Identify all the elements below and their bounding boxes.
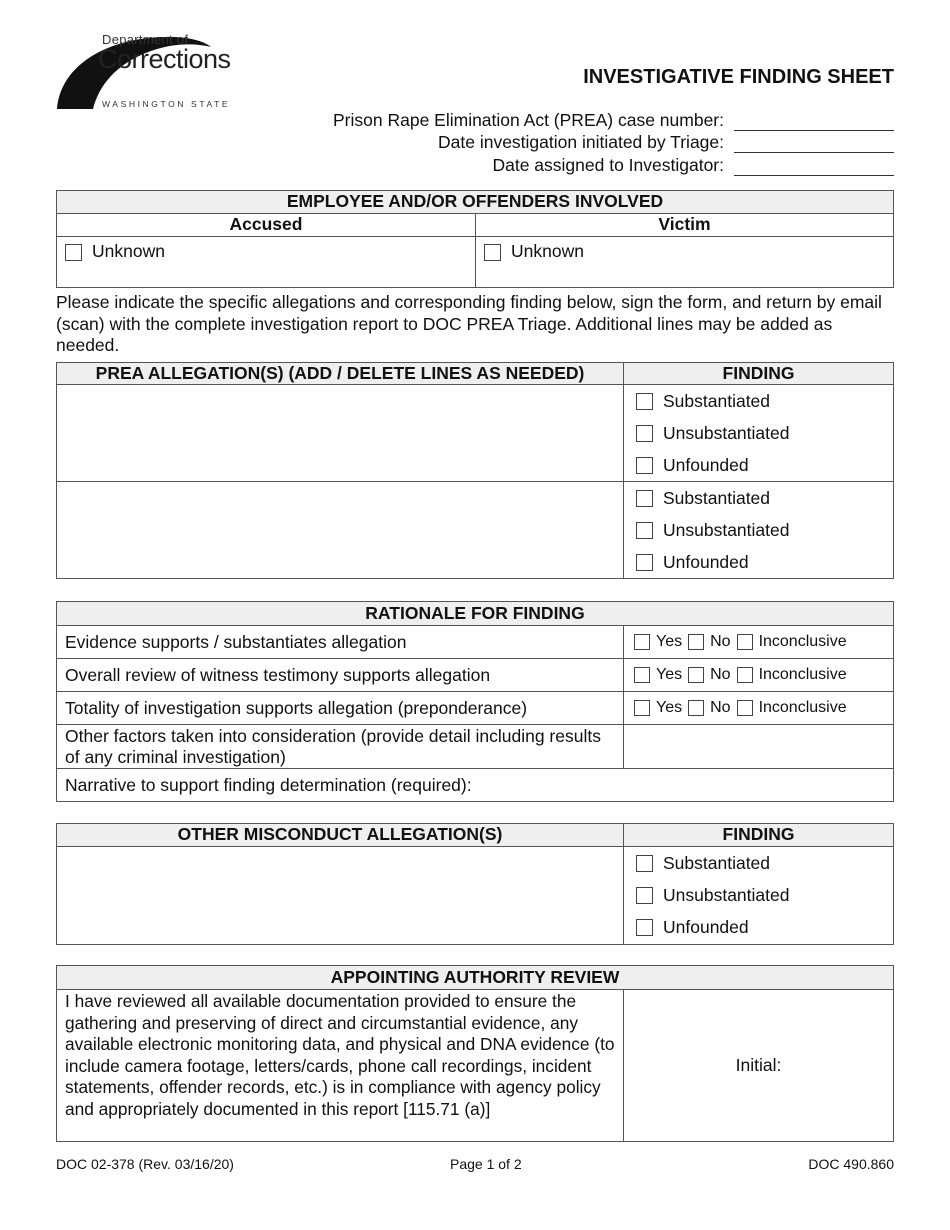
prea-finding-heading: FINDING (623, 363, 893, 384)
rationale-answer (623, 659, 893, 691)
inconclusive-checkbox[interactable] (737, 634, 753, 650)
no-label: No (710, 666, 731, 683)
finding-option[interactable] (634, 385, 885, 417)
accused-label: Accused (229, 214, 303, 234)
option-label: Substantiated (663, 390, 771, 411)
rationale-table (56, 601, 894, 802)
unfounded-checkbox[interactable] (636, 554, 653, 571)
inconclusive-checkbox[interactable] (737, 667, 753, 683)
logo-line-3: WASHINGTON STATE (102, 99, 231, 109)
header-field-row (274, 108, 894, 131)
other-factors-field[interactable] (623, 725, 893, 768)
no-checkbox[interactable] (688, 667, 704, 683)
rationale-criterion: Overall review of witness testimony supports allegation (65, 664, 491, 685)
prea-allegation-heading: PREA ALLEGATION(S) (ADD / DELETE LINES AS NEEDED) (57, 363, 623, 384)
finding-option[interactable] (634, 514, 885, 546)
other-misconduct-table (56, 823, 894, 945)
accused-unknown-checkbox[interactable] (65, 244, 82, 261)
other-misconduct-finding-heading: FINDING (623, 824, 893, 846)
no-checkbox[interactable] (688, 634, 704, 650)
finding-option[interactable] (634, 879, 885, 911)
rationale-answer (623, 692, 893, 724)
option-label: Substantiated (663, 487, 771, 508)
finding-option[interactable] (634, 417, 885, 449)
prea-finding-options (623, 385, 893, 481)
unfounded-checkbox[interactable] (636, 919, 653, 936)
finding-option[interactable] (634, 546, 885, 578)
logo-line-2: Corrections (98, 44, 231, 74)
appointing-statement: I have reviewed all available documentation provided to ensure the gathering and preserving of direct and circumstantial evidence, any available electronic monitoring data, and physical and DNA evidence (to include camera footage, letters/cards, phone call recordings, incident statements, offender records, etc.) is in compliance with agency policy and appropriately documented in this report [115.71 (a)] (65, 991, 615, 1119)
yes-checkbox[interactable] (634, 700, 650, 716)
form-number: DOC 02-378 (Rev. 03/16/20) (56, 1156, 234, 1172)
yes-label: Yes (656, 633, 683, 650)
option-label: Unfounded (663, 917, 749, 938)
substantiated-checkbox[interactable] (636, 490, 653, 507)
date-initiated-label: Date investigation initiated by Triage: (438, 132, 724, 152)
unsubstantiated-checkbox[interactable] (636, 887, 653, 904)
rationale-criterion: Totality of investigation supports allegation (preponderance) (65, 697, 528, 718)
case-number-label: Prison Rape Elimination Act (PREA) case number: (333, 109, 724, 130)
logo-line-1: Department of (102, 32, 189, 47)
involved-heading: EMPLOYEE AND/OR OFFENDERS INVOLVED (57, 191, 893, 213)
initial-label: Initial: (735, 1055, 782, 1075)
rationale-heading: RATIONALE FOR FINDING (57, 602, 893, 625)
option-label: Unsubstantiated (663, 884, 790, 905)
page-number: Page 1 of 2 (450, 1156, 522, 1172)
prea-allegation-field[interactable] (57, 385, 623, 481)
victim-label: Victim (475, 214, 893, 236)
other-misconduct-field[interactable] (57, 847, 623, 944)
yes-label: Yes (656, 666, 683, 683)
victim-unknown-label: Unknown (511, 241, 584, 261)
no-checkbox[interactable] (688, 700, 704, 716)
inconclusive-checkbox[interactable] (737, 700, 753, 716)
header-field-row (274, 131, 894, 154)
appointing-heading: APPOINTING AUTHORITY REVIEW (57, 966, 893, 989)
date-initiated-field[interactable] (734, 135, 894, 153)
option-label: Substantiated (663, 852, 771, 873)
header-fields (274, 108, 894, 176)
accused-unknown-label: Unknown (92, 241, 165, 261)
instructions-text: Please indicate the specific allegations and corresponding finding below, sign the form, and return by email (scan) with the complete investigation report to DOC PREA Triage. Additional lines may be added as needed. (56, 292, 882, 355)
no-label: No (710, 699, 731, 716)
case-number-field[interactable] (734, 113, 894, 131)
other-factors-label: Other factors taken into consideration (provide detail including results of any criminal investigation) (65, 726, 601, 767)
rationale-answer (623, 626, 893, 658)
option-label: Unsubstantiated (663, 422, 790, 443)
finding-option[interactable] (634, 482, 885, 514)
inconclusive-label: Inconclusive (758, 666, 847, 683)
unfounded-checkbox[interactable] (636, 457, 653, 474)
initial-field[interactable] (623, 990, 893, 1141)
involved-table (56, 190, 894, 288)
yes-label: Yes (656, 699, 683, 716)
date-assigned-field[interactable] (734, 158, 894, 176)
inconclusive-label: Inconclusive (758, 699, 847, 716)
other-misconduct-heading: OTHER MISCONDUCT ALLEGATION(S) (57, 824, 623, 846)
victim-cell[interactable] (475, 237, 893, 287)
document-title: INVESTIGATIVE FINDING SHEET (583, 66, 894, 88)
policy-number: DOC 490.860 (808, 1156, 894, 1172)
prea-finding-options (623, 482, 893, 578)
yes-checkbox[interactable] (634, 667, 650, 683)
option-label: Unfounded (663, 454, 749, 475)
other-misconduct-finding-options (623, 847, 893, 944)
substantiated-checkbox[interactable] (636, 393, 653, 410)
appointing-authority-table (56, 965, 894, 1142)
date-assigned-label: Date assigned to Investigator: (492, 154, 724, 175)
substantiated-checkbox[interactable] (636, 855, 653, 872)
option-label: Unsubstantiated (663, 519, 790, 540)
inconclusive-label: Inconclusive (758, 633, 847, 650)
finding-option[interactable] (634, 449, 885, 481)
option-label: Unfounded (663, 551, 749, 572)
header-field-row (274, 153, 894, 176)
finding-option[interactable] (634, 912, 885, 944)
unsubstantiated-checkbox[interactable] (636, 522, 653, 539)
prea-allegation-field[interactable] (57, 482, 623, 578)
victim-unknown-checkbox[interactable] (484, 244, 501, 261)
no-label: No (710, 633, 731, 650)
rationale-criterion: Evidence supports / substantiates allegation (65, 631, 407, 652)
unsubstantiated-checkbox[interactable] (636, 425, 653, 442)
narrative-label[interactable]: Narrative to support finding determination (required): (65, 774, 472, 795)
yes-checkbox[interactable] (634, 634, 650, 650)
prea-allegations-table (56, 362, 894, 579)
finding-option[interactable] (634, 847, 885, 879)
accused-cell[interactable] (57, 237, 475, 287)
